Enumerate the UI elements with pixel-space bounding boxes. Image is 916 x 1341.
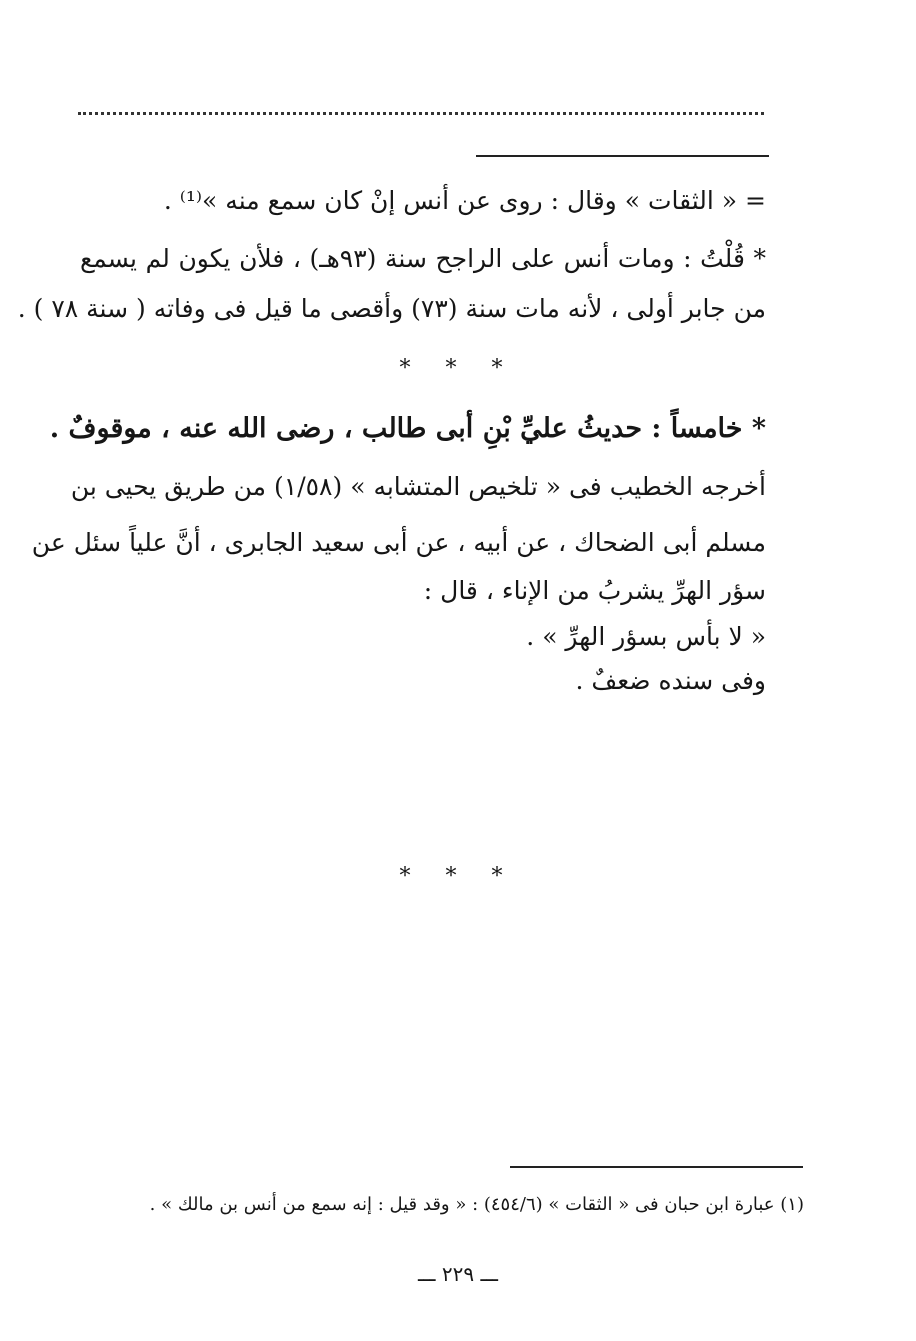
footnote-rule [510,1166,803,1168]
quote-line: « لا بأس بسؤر الهرِّ » . [526,622,766,651]
weakness-line: وفى سنده ضعفٌ . [575,666,766,695]
footnote: (١) عبارة ابن حبان فى « الثقات » (٤٥٤/٦) : « وقد قيل : إنه سمع من أنس بن مالك » . [149,1194,804,1215]
body-line-1: أخرجه الخطيب فى « تلخيص المتشابه » (١/٥٨) من طريق يحيى بن [70,472,766,501]
comment-line-2: من جابر أولى ، لأنه مات سنة (٧٣) وأقصى ما قيل فى وفاته ( سنة ٧٨ ) . [17,294,766,323]
continuation-line: = « الثقات » وقال : روى عن أنس إنْ كان سمع منه »⁽¹⁾ . [163,186,766,215]
comment-line-1: * قُلْتُ : ومات أنس على الراجح سنة (٩٣هـ) ، فلأن يكون لم يسمع [80,244,766,273]
body-line-3: سؤر الهرِّ يشربُ من الإناء ، قال : [423,576,766,605]
dotted-divider [78,104,764,115]
page-number: ـــ ٢٢٩ ـــ [417,1262,499,1286]
section-heading: * خامساً : حديثُ عليِّ بْنِ أبى طالب ، رضى الله عنه ، موقوفٌ . [49,413,766,444]
end-separator: * * * [399,864,517,889]
section-separator: * * * [399,356,517,381]
body-line-2: مسلم أبى الضحاك ، عن أبيه ، عن أبى سعيد الجابرى ، أنَّ علياً سئل عن [31,528,766,557]
top-rule [476,155,769,157]
